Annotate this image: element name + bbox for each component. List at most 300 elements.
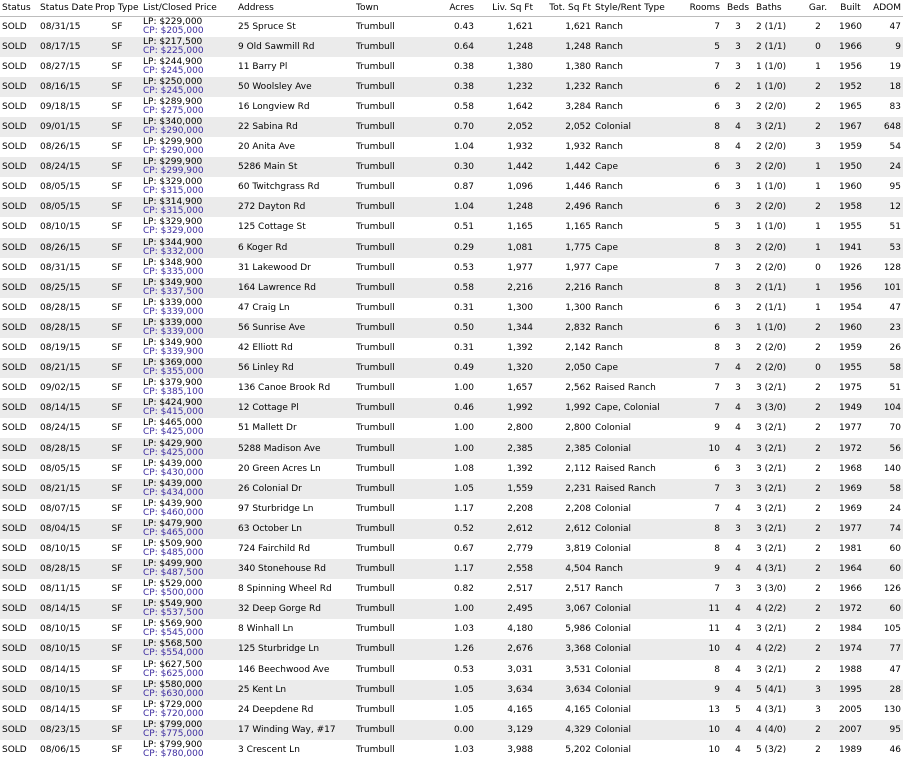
tot-sq-ft-cell: 1,992 [565, 403, 591, 414]
acres-cell: 0.31 [453, 343, 474, 354]
closed-price: CP: $245,000 [143, 85, 204, 96]
closed-price: CP: $537,500 [143, 608, 204, 619]
address-cell[interactable]: 56 Linley Rd [238, 363, 294, 374]
garage-cell: 2 [815, 624, 821, 635]
rooms-cell: 6 [714, 322, 720, 333]
table-row[interactable] [0, 700, 903, 720]
liv-sq-ft-cell: 3,634 [507, 684, 533, 695]
address-cell[interactable]: 146 Beechwood Ave [238, 664, 330, 675]
rooms-cell: 11 [708, 604, 720, 615]
town-cell: Trumbull [356, 302, 395, 313]
column-header-acres[interactable]: Acres [428, 0, 476, 17]
garage-cell: 1 [815, 302, 821, 313]
address-cell[interactable]: 8 Winhall Ln [238, 624, 294, 635]
column-header-liv-sq-ft[interactable]: Liv. Sq Ft [476, 0, 535, 17]
column-header-built[interactable]: Built [832, 0, 869, 17]
column-header-status[interactable]: Status [0, 0, 38, 17]
address-cell[interactable]: 20 Anita Ave [238, 142, 296, 153]
price-cell [141, 700, 236, 720]
address-cell[interactable]: 125 Sturbridge Ln [238, 644, 320, 655]
column-header-tot-sq-ft[interactable]: Tot. Sq Ft [535, 0, 593, 17]
address-cell[interactable]: 724 Fairchild Rd [238, 543, 311, 554]
liv-sq-ft-cell: 2,216 [507, 282, 533, 293]
table-row[interactable] [0, 117, 903, 137]
address-cell[interactable]: 5288 Madison Ave [238, 443, 321, 454]
baths-cell: 3 (2/1) [756, 543, 787, 554]
address-cell[interactable]: 9 Old Sawmill Rd [238, 41, 315, 52]
style-cell: Cape [595, 242, 619, 253]
liv-sq-ft-cell: 1,657 [507, 383, 533, 394]
baths-cell: 4 (2/2) [756, 604, 787, 615]
liv-sq-ft-cell: 1,300 [507, 302, 533, 313]
address-cell[interactable]: 12 Cottage Pl [238, 403, 299, 414]
acres-cell: 0.82 [453, 584, 474, 595]
built-cell: 1964 [839, 564, 862, 575]
table-row[interactable] [0, 459, 903, 479]
beds-cell: 3 [735, 302, 741, 313]
price-cell [141, 298, 236, 318]
rooms-cell: 6 [714, 81, 720, 92]
acres-cell: 1.05 [453, 684, 474, 695]
table-row[interactable] [0, 57, 903, 77]
baths-cell: 3 (2/1) [756, 483, 787, 494]
address-cell[interactable]: 6 Koger Rd [238, 242, 288, 253]
built-cell: 1926 [839, 262, 862, 273]
closed-price: CP: $225,000 [143, 45, 204, 56]
built-cell: 1955 [839, 363, 862, 374]
garage-cell: 0 [815, 363, 821, 374]
garage-cell: 2 [815, 122, 821, 133]
address-cell[interactable]: 97 Sturbridge Ln [238, 503, 314, 514]
status-date-cell: 08/05/15 [40, 463, 81, 474]
town-cell: Trumbull [356, 543, 395, 554]
status-date-cell: 08/10/15 [40, 644, 81, 655]
tot-sq-ft-cell: 2,562 [565, 383, 591, 394]
address-cell[interactable]: 272 Dayton Rd [238, 202, 306, 213]
garage-cell: 2 [815, 383, 821, 394]
beds-cell: 4 [735, 564, 741, 575]
status-date-cell: 08/24/15 [40, 162, 81, 173]
liv-sq-ft-cell: 1,096 [507, 182, 533, 193]
list-price: LP: $217,500 [143, 36, 203, 47]
closed-price: CP: $625,000 [143, 668, 204, 679]
closed-price: CP: $299,900 [143, 166, 204, 177]
column-header-garage[interactable]: Gar. [804, 0, 832, 17]
status-cell: SOLD [2, 101, 27, 112]
garage-cell: 2 [815, 543, 821, 554]
table-row[interactable] [0, 680, 903, 700]
address-cell[interactable]: 3 Crescent Ln [238, 744, 300, 755]
price-cell [141, 499, 236, 519]
status-cell: SOLD [2, 523, 27, 534]
liv-sq-ft-cell: 1,392 [507, 463, 533, 474]
prop-type-cell: SF [111, 503, 123, 514]
table-row[interactable] [0, 599, 903, 619]
prop-type-cell: SF [111, 363, 123, 374]
price-cell [141, 117, 236, 137]
built-cell: 1988 [839, 664, 862, 675]
price-cell [141, 258, 236, 278]
rooms-cell: 9 [714, 423, 720, 434]
status-date-cell: 08/23/15 [40, 724, 81, 735]
closed-price: CP: $720,000 [143, 708, 204, 719]
built-cell: 1960 [839, 21, 862, 32]
style-cell: Colonial [595, 523, 632, 534]
address-cell[interactable]: 26 Colonial Dr [238, 483, 302, 494]
acres-cell: 0.50 [453, 322, 474, 333]
baths-cell: 2 (2/0) [756, 343, 787, 354]
prop-type-cell: SF [111, 182, 123, 193]
tot-sq-ft-cell: 2,496 [565, 202, 591, 213]
status-cell: SOLD [2, 222, 27, 233]
garage-cell: 2 [815, 483, 821, 494]
list-price: LP: $314,900 [143, 197, 203, 208]
table-row[interactable] [0, 338, 903, 358]
address-cell[interactable]: 16 Longview Rd [238, 101, 310, 112]
rooms-cell: 8 [714, 523, 720, 534]
town-cell: Trumbull [356, 383, 395, 394]
closed-price: CP: $337,500 [143, 286, 204, 297]
acres-cell: 0.87 [453, 182, 474, 193]
beds-cell: 3 [735, 182, 741, 193]
rooms-cell: 9 [714, 564, 720, 575]
table-row[interactable] [0, 238, 903, 258]
table-row[interactable] [0, 197, 903, 217]
rooms-cell: 10 [708, 443, 720, 454]
beds-cell: 3 [735, 61, 741, 72]
closed-price: CP: $465,000 [143, 527, 204, 538]
status-date-cell: 08/24/15 [40, 423, 81, 434]
status-date-cell: 08/14/15 [40, 664, 81, 675]
baths-cell: 3 (2/1) [756, 383, 787, 394]
address-cell[interactable]: 11 Barry Pl [238, 61, 288, 72]
acres-cell: 1.03 [453, 744, 474, 755]
prop-type-cell: SF [111, 302, 123, 313]
beds-cell: 4 [735, 122, 741, 133]
rooms-cell: 8 [714, 142, 720, 153]
price-cell [141, 680, 236, 700]
table-row[interactable] [0, 318, 903, 338]
style-cell: Colonial [595, 644, 632, 655]
address-cell[interactable]: 31 Lakewood Dr [238, 262, 311, 273]
price-cell [141, 599, 236, 619]
beds-cell: 3 [735, 202, 741, 213]
town-cell: Trumbull [356, 81, 395, 92]
built-cell: 1952 [839, 81, 862, 92]
garage-cell: 2 [815, 81, 821, 92]
town-cell: Trumbull [356, 684, 395, 695]
status-date-cell: 08/10/15 [40, 684, 81, 695]
status-cell: SOLD [2, 724, 27, 735]
built-cell: 1972 [839, 443, 862, 454]
town-cell: Trumbull [356, 584, 395, 595]
built-cell: 1972 [839, 604, 862, 615]
prop-type-cell: SF [111, 463, 123, 474]
garage-cell: 1 [815, 242, 821, 253]
table-row[interactable] [0, 499, 903, 519]
acres-cell: 0.49 [453, 363, 474, 374]
closed-price: CP: $485,000 [143, 547, 204, 558]
table-row[interactable] [0, 137, 903, 157]
status-date-cell: 08/11/15 [40, 584, 81, 595]
address-cell[interactable]: 25 Kent Ln [238, 684, 287, 695]
town-cell: Trumbull [356, 724, 395, 735]
address-cell[interactable]: 136 Canoe Brook Rd [238, 383, 331, 394]
built-cell: 1969 [839, 503, 862, 514]
garage-cell: 0 [815, 41, 821, 52]
adom-cell: 56 [889, 443, 901, 454]
status-cell: SOLD [2, 463, 27, 474]
acres-cell: 1.08 [453, 463, 474, 474]
tot-sq-ft-cell: 2,800 [565, 423, 591, 434]
beds-cell: 4 [735, 403, 741, 414]
list-price: LP: $549,900 [143, 599, 203, 610]
column-header-address[interactable]: Address [236, 0, 354, 17]
column-header-adom[interactable]: ADOM [869, 0, 903, 17]
price-cell [141, 539, 236, 559]
list-price: LP: $509,900 [143, 538, 203, 549]
table-row[interactable] [0, 619, 903, 639]
table-row[interactable] [0, 660, 903, 680]
adom-cell: 74 [889, 523, 901, 534]
liv-sq-ft-cell: 2,558 [507, 564, 533, 575]
status-date-cell: 08/17/15 [40, 41, 81, 52]
style-cell: Colonial [595, 604, 632, 615]
address-cell[interactable]: 47 Craig Ln [238, 302, 290, 313]
built-cell: 1975 [839, 383, 862, 394]
baths-cell: 1 (1/0) [756, 182, 787, 193]
address-cell[interactable]: 164 Lawrence Rd [238, 282, 316, 293]
table-row[interactable] [0, 378, 903, 398]
list-price: LP: $299,900 [143, 137, 203, 148]
beds-cell: 3 [735, 242, 741, 253]
adom-cell: 54 [889, 142, 901, 153]
adom-cell: 18 [889, 81, 901, 92]
column-header-beds[interactable]: Beds [722, 0, 754, 17]
tot-sq-ft-cell: 1,380 [565, 61, 591, 72]
tot-sq-ft-cell: 2,050 [565, 363, 591, 374]
table-row[interactable] [0, 358, 903, 378]
rooms-cell: 5 [714, 222, 720, 233]
beds-cell: 3 [735, 21, 741, 32]
table-row[interactable] [0, 258, 903, 278]
acres-cell: 0.31 [453, 302, 474, 313]
prop-type-cell: SF [111, 282, 123, 293]
garage-cell: 0 [815, 262, 821, 273]
style-cell: Ranch [595, 61, 623, 72]
style-cell: Colonial [595, 503, 632, 514]
table-row[interactable] [0, 740, 903, 760]
town-cell: Trumbull [356, 403, 395, 414]
table-row[interactable] [0, 418, 903, 438]
acres-cell: 0.70 [453, 122, 474, 133]
header-row [0, 0, 903, 17]
built-cell: 1995 [839, 684, 862, 695]
baths-cell: 2 (1/1) [756, 282, 787, 293]
column-header-town[interactable]: Town [354, 0, 428, 17]
acres-cell: 1.00 [453, 443, 474, 454]
town-cell: Trumbull [356, 604, 395, 615]
town-cell: Trumbull [356, 503, 395, 514]
town-cell: Trumbull [356, 463, 395, 474]
column-header-baths[interactable]: Baths [754, 0, 804, 17]
table-row[interactable] [0, 17, 903, 37]
address-cell[interactable]: 17 Winding Way, #17 [238, 724, 336, 735]
table-row[interactable] [0, 398, 903, 418]
table-row[interactable] [0, 539, 903, 559]
address-cell[interactable]: 22 Sabina Rd [238, 122, 298, 133]
address-cell[interactable]: 125 Cottage St [238, 222, 306, 233]
price-cell [141, 17, 236, 37]
table-row[interactable] [0, 720, 903, 740]
table-row[interactable] [0, 278, 903, 298]
address-cell[interactable]: 340 Stonehouse Rd [238, 564, 326, 575]
price-cell [141, 358, 236, 378]
built-cell: 1959 [839, 142, 862, 153]
town-cell: Trumbull [356, 483, 395, 494]
address-cell[interactable]: 24 Deepdene Rd [238, 704, 314, 715]
table-row[interactable] [0, 37, 903, 57]
table-row[interactable] [0, 479, 903, 499]
address-cell[interactable]: 51 Mallett Dr [238, 423, 297, 434]
address-cell[interactable]: 56 Sunrise Ave [238, 322, 306, 333]
baths-cell: 1 (1/0) [756, 222, 787, 233]
liv-sq-ft-cell: 3,988 [507, 744, 533, 755]
status-date-cell: 08/04/15 [40, 523, 81, 534]
adom-cell: 24 [889, 162, 901, 173]
style-cell: Colonial [595, 744, 632, 755]
style-cell: Colonial [595, 704, 632, 715]
prop-type-cell: SF [111, 684, 123, 695]
beds-cell: 3 [735, 101, 741, 112]
adom-cell: 130 [883, 704, 901, 715]
liv-sq-ft-cell: 4,180 [507, 624, 533, 635]
acres-cell: 0.53 [453, 262, 474, 273]
closed-price: CP: $245,000 [143, 65, 204, 76]
table-row[interactable] [0, 177, 903, 197]
table-header [0, 0, 903, 17]
address-cell[interactable]: 8 Spinning Wheel Rd [238, 584, 332, 595]
address-cell[interactable]: 50 Woolsley Ave [238, 81, 312, 92]
address-cell[interactable]: 25 Spruce St [238, 21, 296, 32]
table-row[interactable] [0, 77, 903, 97]
baths-cell: 2 (2/0) [756, 363, 787, 374]
table-row[interactable] [0, 559, 903, 579]
beds-cell: 4 [735, 724, 741, 735]
status-cell: SOLD [2, 644, 27, 655]
list-price: LP: $349,900 [143, 338, 203, 349]
address-cell[interactable]: 42 Elliott Rd [238, 343, 293, 354]
built-cell: 1966 [839, 584, 862, 595]
liv-sq-ft-cell: 1,344 [507, 322, 533, 333]
adom-cell: 51 [889, 222, 901, 233]
status-date-cell: 08/26/15 [40, 242, 81, 253]
adom-cell: 95 [889, 724, 901, 735]
column-header-prop-type[interactable]: Prop Type [93, 0, 141, 17]
style-cell: Ranch [595, 343, 623, 354]
closed-price: CP: $315,000 [143, 186, 204, 197]
town-cell: Trumbull [356, 202, 395, 213]
table-row[interactable] [0, 157, 903, 177]
adom-cell: 60 [889, 543, 901, 554]
list-price: LP: $429,900 [143, 438, 203, 449]
beds-cell: 4 [735, 363, 741, 374]
garage-cell: 2 [815, 343, 821, 354]
tot-sq-ft-cell: 3,067 [565, 604, 591, 615]
adom-cell: 70 [889, 423, 901, 434]
table-row[interactable] [0, 97, 903, 117]
status-cell: SOLD [2, 684, 27, 695]
beds-cell: 3 [735, 41, 741, 52]
tot-sq-ft-cell: 3,368 [565, 644, 591, 655]
status-date-cell: 08/14/15 [40, 604, 81, 615]
column-header-style[interactable]: Style/Rent Type [593, 0, 685, 17]
town-cell: Trumbull [356, 363, 395, 374]
address-cell[interactable]: 32 Deep Gorge Rd [238, 604, 321, 615]
style-cell: Colonial [595, 664, 632, 675]
closed-price: CP: $329,000 [143, 226, 204, 237]
table-row[interactable] [0, 579, 903, 599]
baths-cell: 4 (4/0) [756, 724, 787, 735]
list-price: LP: $340,000 [143, 117, 203, 128]
rooms-cell: 7 [714, 383, 720, 394]
status-cell: SOLD [2, 704, 27, 715]
table-row[interactable] [0, 438, 903, 458]
address-cell[interactable]: 63 October Ln [238, 523, 302, 534]
rooms-cell: 6 [714, 101, 720, 112]
column-header-status-date[interactable]: Status Date [38, 0, 93, 17]
style-cell: Raised Ranch [595, 483, 656, 494]
acres-cell: 1.05 [453, 704, 474, 715]
prop-type-cell: SF [111, 644, 123, 655]
table-row[interactable] [0, 217, 903, 237]
town-cell: Trumbull [356, 523, 395, 534]
prop-type-cell: SF [111, 41, 123, 52]
status-cell: SOLD [2, 282, 27, 293]
address-cell[interactable]: 5286 Main St [238, 162, 298, 173]
tot-sq-ft-cell: 1,621 [565, 21, 591, 32]
garage-cell: 2 [815, 21, 821, 32]
column-header-list-closed-price[interactable]: List/Closed Price [141, 0, 236, 17]
baths-cell: 2 (1/1) [756, 21, 787, 32]
table-row[interactable] [0, 639, 903, 659]
status-date-cell: 09/01/15 [40, 122, 81, 133]
acres-cell: 0.53 [453, 664, 474, 675]
rooms-cell: 8 [714, 543, 720, 554]
liv-sq-ft-cell: 1,642 [507, 101, 533, 112]
address-cell[interactable]: 20 Green Acres Ln [238, 463, 321, 474]
status-date-cell: 08/14/15 [40, 403, 81, 414]
rooms-cell: 6 [714, 202, 720, 213]
address-cell[interactable]: 60 Twitchgrass Rd [238, 182, 320, 193]
beds-cell: 4 [735, 543, 741, 554]
closed-price: CP: $487,500 [143, 568, 204, 579]
liv-sq-ft-cell: 2,779 [507, 543, 533, 554]
baths-cell: 2 (2/0) [756, 202, 787, 213]
table-row[interactable] [0, 519, 903, 539]
column-header-rooms[interactable]: Rooms [685, 0, 722, 17]
acres-cell: 1.00 [453, 383, 474, 394]
prop-type-cell: SF [111, 101, 123, 112]
list-price: LP: $229,000 [143, 16, 203, 27]
rooms-cell: 8 [714, 242, 720, 253]
town-cell: Trumbull [356, 242, 395, 253]
price-cell [141, 720, 236, 740]
rooms-cell: 7 [714, 262, 720, 273]
prop-type-cell: SF [111, 744, 123, 755]
style-cell: Cape, Colonial [595, 403, 660, 414]
table-row[interactable] [0, 298, 903, 318]
